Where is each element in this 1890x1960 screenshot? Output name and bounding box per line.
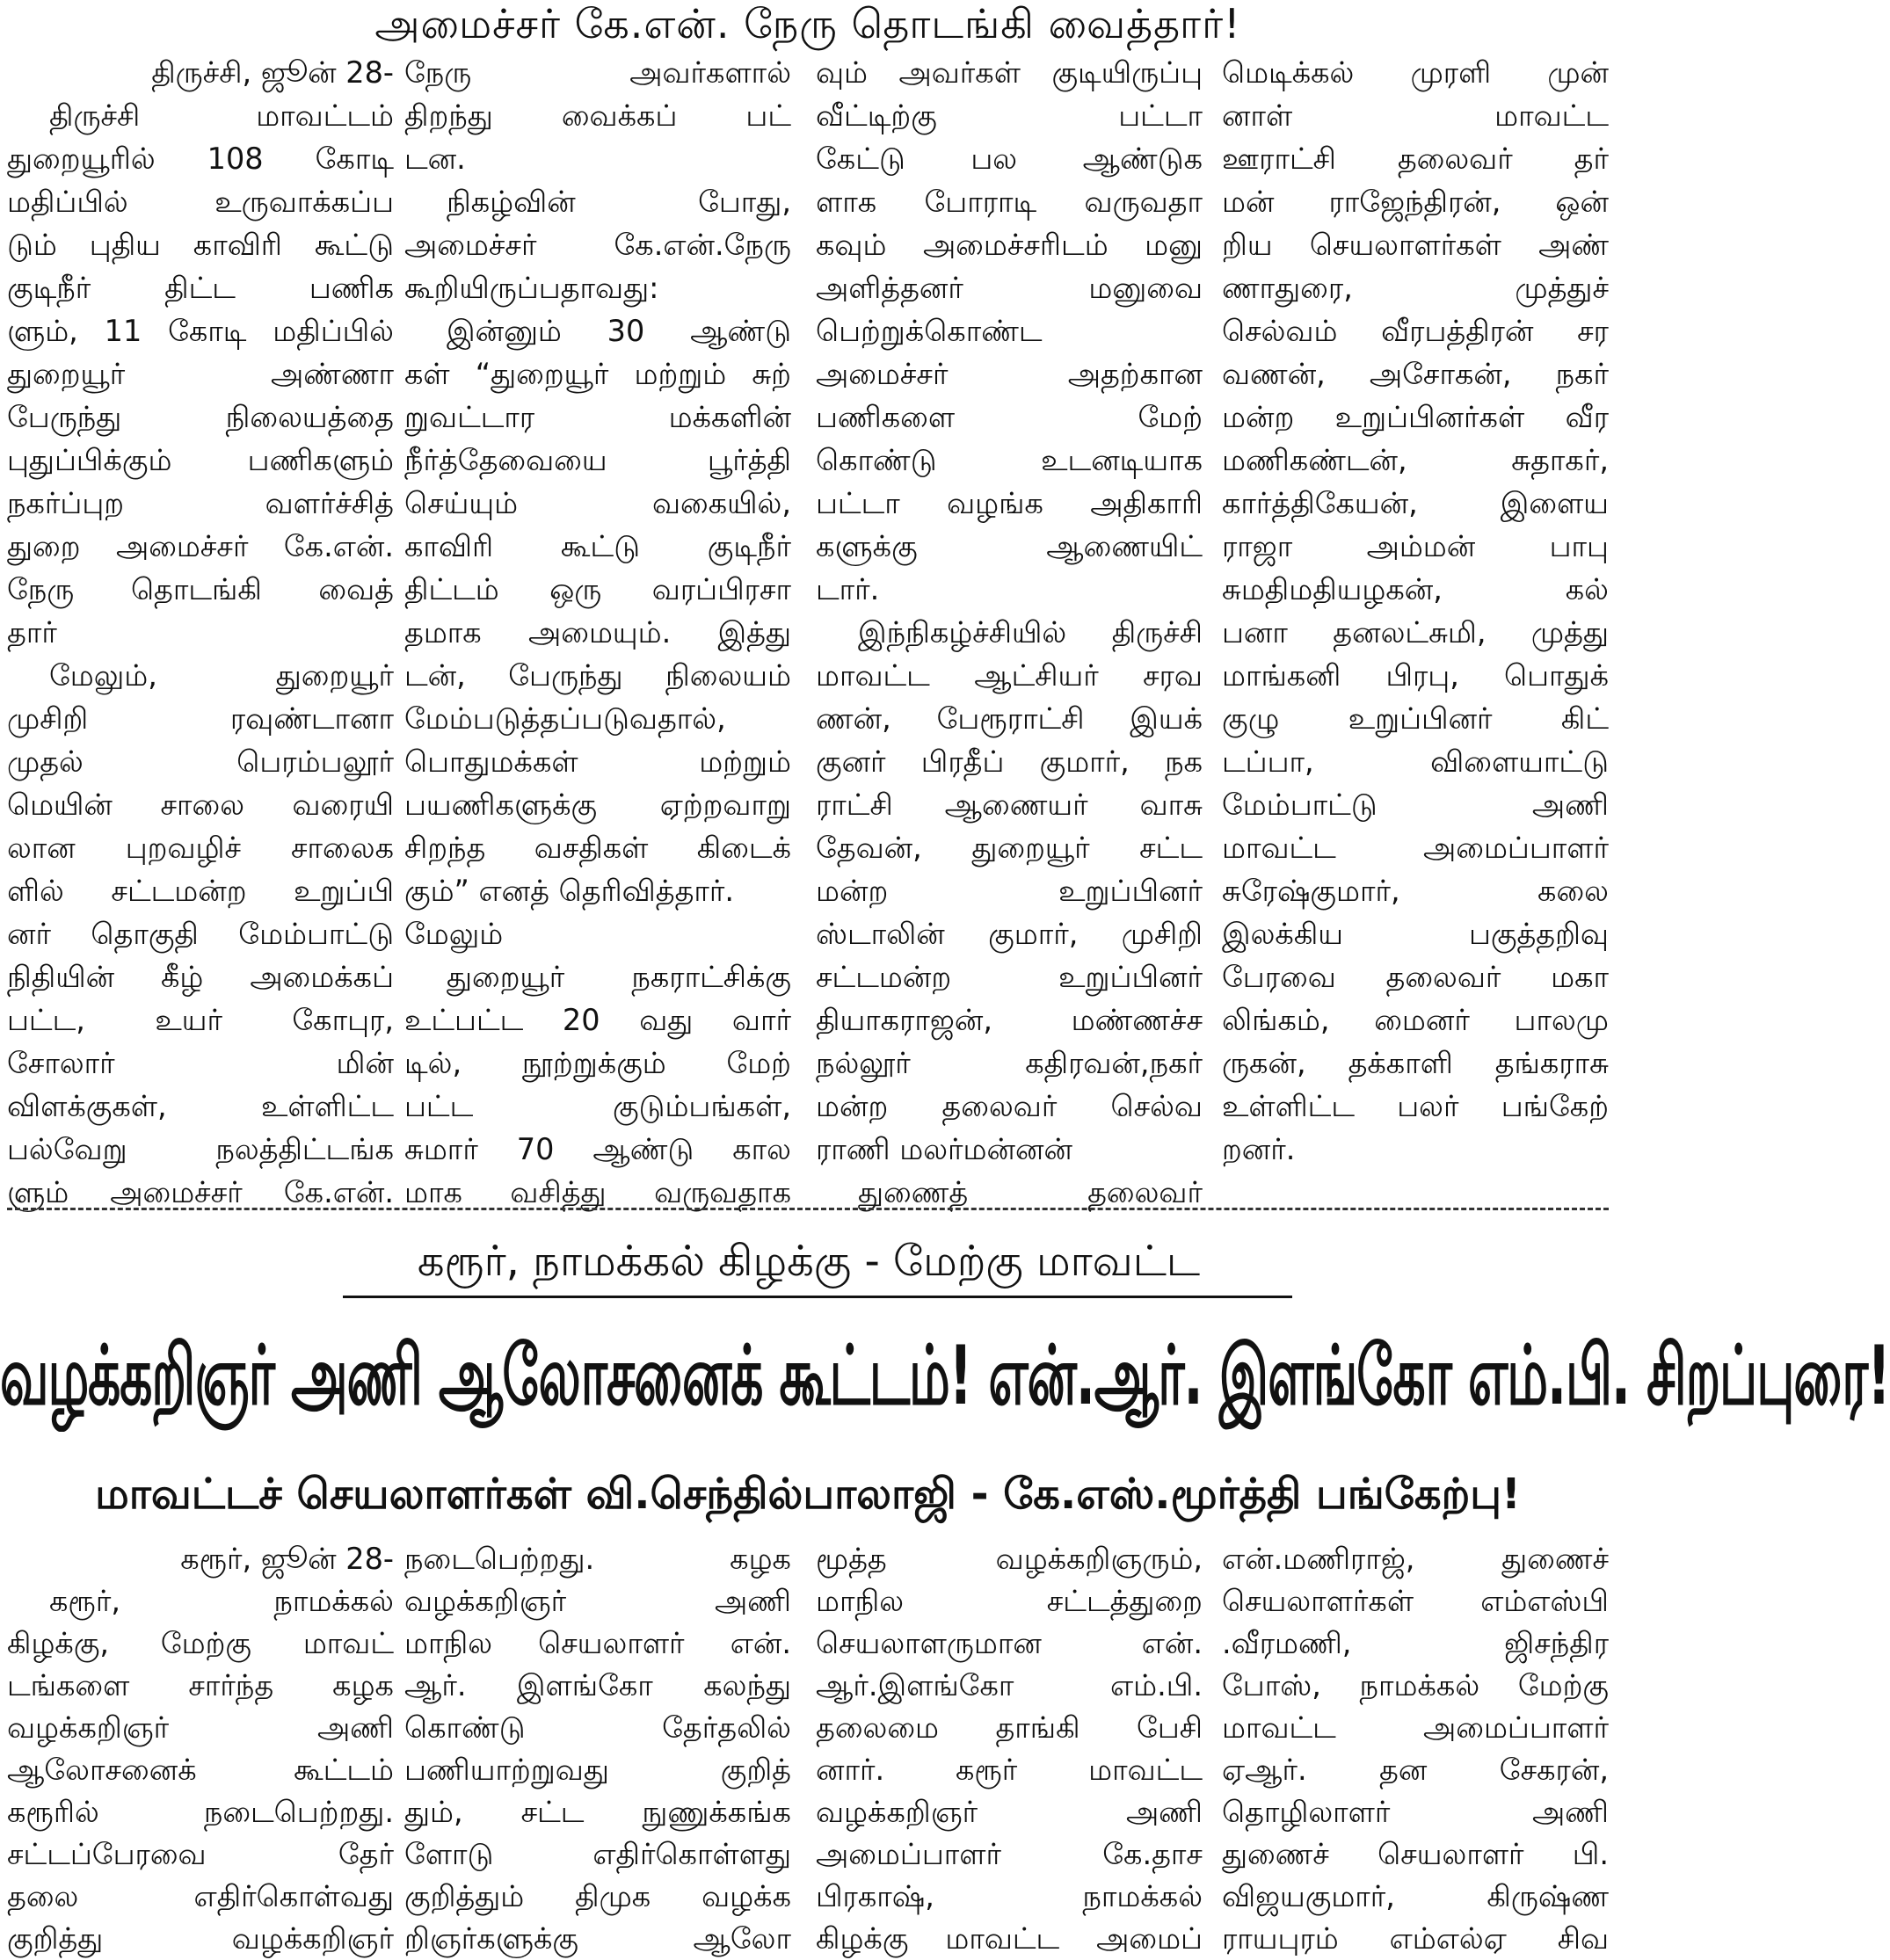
text-line: மன்ற தலைவர் செல்வ	[816, 1089, 1203, 1123]
text-line: ஆலோசனைக் கூட்டம்	[7, 1753, 394, 1787]
text-line: கரூரில் நடைபெற்றது.	[7, 1795, 394, 1829]
text-line: அமைச்சர் கே.என்.நேரு	[404, 228, 791, 262]
text-line: தேவன், துறையூர் சட்ட	[816, 831, 1203, 865]
text-line: டப்பா, விளையாட்டு	[1222, 744, 1609, 779]
text-line: நேரு அவர்களால்	[404, 55, 791, 90]
text-line: பனா தனலட்சுமி, முத்து	[1222, 615, 1609, 650]
text-line: பட்ட, உயர் கோபுர,	[7, 1003, 394, 1037]
text-line: கிழக்கு மாவட்ட அமைப்	[816, 1921, 1203, 1956]
text-line: புதுப்பிக்கும் பணிகளும்	[7, 443, 394, 477]
text-line: னர் தொகுதி மேம்பாட்டு	[7, 917, 394, 951]
article2-column-3	[816, 1538, 1203, 1960]
text-line: இலக்கிய பகுத்தறிவு	[1222, 917, 1609, 951]
text-line: குறித்தும் திமுக வழக்க	[404, 1879, 791, 1913]
text-line: ளும், 11 கோடி மதிப்பில்	[7, 314, 394, 348]
text-line: கார்த்திகேயன், இளைய	[1222, 486, 1609, 520]
text-line: .வீரமணி, ஜிசந்திர	[1222, 1626, 1609, 1660]
text-line: வழக்கறிஞர் அணி	[816, 1795, 1203, 1829]
text-line: மேலும், துறையூர்	[49, 658, 394, 693]
text-line: செயலாளர்கள் எம்எஸ்பி	[1222, 1584, 1609, 1618]
text-line: டில், நூற்றுக்கும் மேற்	[404, 1046, 791, 1080]
text-line: வழக்கறிஞர் அணி	[404, 1584, 791, 1618]
text-line: நீர்த்தேவையை பூர்த்தி	[404, 443, 791, 477]
text-line: பேருந்து நிலையத்தை	[7, 400, 394, 434]
text-line: ருகன், தக்காளி தங்கராசு	[1222, 1046, 1609, 1080]
text-line: திருச்சி மாவட்டம்	[49, 98, 394, 133]
text-line: றிய செயலாளர்கள் அண்	[1222, 228, 1609, 262]
text-line: மாவட்ட அமைப்பாளர்	[1222, 1710, 1609, 1745]
text-line: பல்வேறு நலத்திட்டங்க	[7, 1132, 394, 1166]
text-line: மேலும்	[404, 917, 504, 951]
text-line: டும் புதிய காவிரி கூட்டு	[7, 228, 394, 262]
text-line: ராணி மலர்மன்னன்	[816, 1132, 1072, 1166]
text-line: உட்பட்ட 20 வது வார்	[404, 1003, 791, 1037]
text-line: நகர்ப்புற வளர்ச்சித்	[7, 486, 394, 520]
text-line: தார்	[7, 615, 57, 650]
text-line: னாள் மாவட்ட	[1222, 98, 1609, 133]
text-line: தொழிலாளர் அணி	[1222, 1795, 1609, 1829]
article2-column-4	[1222, 1538, 1609, 1960]
text-line: நல்லூர் கதிரவன்,நகர்	[816, 1046, 1203, 1080]
text-line: குழு உறுப்பினர் கிட்	[1222, 701, 1609, 736]
article2-kicker: கரூர், நாமக்கல் கிழக்கு - மேற்கு மாவட்ட	[417, 1237, 1201, 1286]
text-line: நேரு தொடங்கி வைத்	[7, 572, 394, 606]
text-line: ஊராட்சி தலைவர் தர்	[1222, 142, 1609, 176]
text-line: களுக்கு ஆணையிட்	[816, 529, 1203, 563]
article2-column-2	[404, 1538, 791, 1960]
text-line: றுவட்டார மக்களின்	[404, 400, 791, 434]
text-line: கொண்டு உடனடியாக	[816, 443, 1203, 477]
text-line: இந்நிகழ்ச்சியில் திருச்சி	[858, 615, 1203, 650]
text-line: ராட்சி ஆணையர் வாசு	[816, 788, 1203, 822]
text-line: ளில் சட்டமன்ற உறுப்பி	[7, 874, 394, 908]
text-line: கூறியிருப்பதாவது:	[404, 271, 659, 305]
text-line: டன், பேருந்து நிலையம்	[404, 658, 791, 693]
text-line: மணிகண்டன், சுதாகர்,	[1222, 443, 1609, 477]
text-line: பொதுமக்கள் மற்றும்	[404, 744, 791, 779]
text-line: பயணிகளுக்கு ஏற்றவாறு	[404, 788, 791, 822]
text-line: துறையூரில் 108 கோடி	[7, 142, 394, 176]
text-line: மூத்த வழக்கறிஞரும்,	[816, 1542, 1203, 1576]
text-line: அமைச்சர் அதற்கான	[816, 357, 1203, 391]
text-line: தும், சட்ட நுணுக்கங்க	[404, 1795, 791, 1829]
text-line: சுரேஷ்குமார், கலை	[1222, 874, 1609, 908]
text-line: முசிறி ரவுண்டானா	[7, 701, 394, 736]
text-line: டன.	[404, 142, 466, 176]
text-line: கவும் அமைச்சரிடம் மனு	[816, 228, 1203, 262]
text-line: வும் அவர்கள் குடியிருப்பு	[816, 55, 1203, 90]
text-line: பணியாற்றுவது குறித்	[404, 1753, 791, 1787]
text-line: மெயின் சாலை வரையி	[7, 788, 394, 822]
text-line: இன்னும் 30 ஆண்டு	[447, 314, 791, 348]
text-line: குனர் பிரதீப் குமார், நக	[816, 744, 1203, 779]
article2-headline: வழக்கறிஞர் அணி ஆலோசனைக் கூட்டம்! என்.ஆர். இளங்கோ எம்.பி. சிறப்புரை!	[0, 1327, 1890, 1424]
text-line: றனர்.	[1222, 1132, 1296, 1166]
text-line: பேரவை தலைவர் மகா	[1222, 960, 1609, 994]
text-line: துறையூர் அண்ணா	[7, 357, 394, 391]
text-line: நடைபெற்றது. கழக	[404, 1542, 791, 1576]
text-line: துணைச் செயலாளர் பி.	[1222, 1837, 1609, 1871]
text-line: ராயபுரம் எம்எல்ஏ சிவ	[1222, 1921, 1609, 1956]
text-line: ஆர்.இளங்கோ எம்.பி.	[816, 1668, 1203, 1702]
text-line: பட்ட குடும்பங்கள்,	[404, 1089, 791, 1123]
text-line: செய்யும் வகையில்,	[404, 486, 791, 520]
text-line: ஏஆர். தன சேகரன்,	[1222, 1753, 1609, 1787]
text-line: மன்ற உறுப்பினர்கள் வீர	[1222, 400, 1609, 434]
text-line: அளித்தனர் மனுவை	[816, 271, 1203, 305]
text-line: வணன், அசோகன், நகர்	[1222, 357, 1609, 391]
text-line: ளாக போராடி வருவதா	[816, 185, 1203, 219]
text-line: தமாக அமையும். இத்து	[404, 615, 791, 650]
article1-column-2	[404, 51, 791, 1214]
article1-headline: அமைச்சர் கே.என். நேரு தொடங்கி வைத்தார்!	[374, 0, 1241, 47]
text-line: குடிநீர் திட்ட பணிக	[7, 271, 394, 305]
text-line: துறையூர் நகராட்சிக்கு	[447, 960, 791, 994]
text-line: பட்டா வழங்க அதிகாரி	[816, 486, 1203, 520]
text-line: கரூர், ஜூன் 28-	[180, 1542, 394, 1576]
text-line: மேம்படுத்தப்படுவதால்,	[404, 701, 726, 736]
article1-column-4	[1222, 51, 1609, 1171]
text-line: விஜயகுமார், கிருஷ்ண	[1222, 1879, 1609, 1913]
article1-column-3	[816, 51, 1203, 1214]
text-line: கேட்டு பல ஆண்டுக	[816, 142, 1203, 176]
text-line: என்.மணிராஜ், துணைச்	[1222, 1542, 1609, 1576]
text-line: தலை எதிர்கொள்வது	[7, 1879, 394, 1913]
text-line: தியாகராஜன், மண்ணச்ச	[816, 1003, 1203, 1037]
text-line: காவிரி கூட்டு குடிநீர்	[404, 529, 791, 563]
text-line: கொண்டு தேர்தலில்	[404, 1710, 791, 1745]
text-line: கள் “துறையூர் மற்றும் சுற்	[404, 357, 791, 391]
text-line: ணாதுரை, முத்துச்	[1222, 271, 1609, 305]
section-divider	[7, 1208, 1609, 1210]
text-line: செயலாளருமான என்.	[816, 1626, 1203, 1660]
text-line: மாநில சட்டத்துறை	[816, 1584, 1203, 1618]
text-line: மேம்பாட்டு அணி	[1222, 788, 1609, 822]
text-line: துணைத் தலைவர்	[858, 1175, 1203, 1209]
text-line: துறை அமைச்சர் கே.என்.	[7, 529, 394, 563]
text-line: டங்களை சார்ந்த கழக	[7, 1668, 394, 1702]
text-line: குறித்து வழக்கறிஞர்	[7, 1921, 394, 1956]
text-line: உள்ளிட்ட பலர் பங்கேற்	[1222, 1089, 1609, 1123]
text-line: மன்ற உறுப்பினர்	[816, 874, 1203, 908]
text-line: திறந்து வைக்கப் பட்	[404, 98, 791, 133]
text-line: செல்வம் வீரபத்திரன் சர	[1222, 314, 1609, 348]
text-line: மன் ராஜேந்திரன், ஒன்	[1222, 185, 1609, 219]
text-line: ராஜா அம்மன் பாபு	[1222, 529, 1609, 563]
text-line: கரூர், நாமக்கல்	[49, 1584, 394, 1618]
text-line: தலைமை தாங்கி பேசி	[816, 1710, 1203, 1745]
text-line: ஸ்டாலின் குமார், முசிறி	[816, 917, 1203, 951]
text-line: மாக வசித்து வருவதாக	[404, 1175, 791, 1209]
text-line: மாநில செயலாளர் என்.	[404, 1626, 791, 1660]
text-line: லிங்கம், மைனர் பாலமு	[1222, 1003, 1609, 1037]
article1-column-1	[7, 51, 394, 1214]
text-line: ளும் அமைச்சர் கே.என்.	[7, 1175, 394, 1209]
text-line: ஆர். இளங்கோ கலந்து	[404, 1668, 791, 1702]
text-line: போஸ், நாமக்கல் மேற்கு	[1222, 1668, 1609, 1702]
text-line: திருச்சி, ஜூன் 28-	[151, 55, 394, 90]
text-line: ணன், பேரூராட்சி இயக்	[816, 701, 1203, 736]
text-line: மெடிக்கல் முரளி முன்	[1222, 55, 1609, 90]
text-line: கிழக்கு, மேற்கு மாவட்	[7, 1626, 394, 1660]
text-line: மாவட்ட அமைப்பாளர்	[1222, 831, 1609, 865]
text-line: பிரகாஷ், நாமக்கல்	[816, 1879, 1203, 1913]
text-line: வழக்கறிஞர் அணி	[7, 1710, 394, 1745]
text-line: நிதியின் கீழ் அமைக்கப்	[7, 960, 394, 994]
article2-subheadline: மாவட்டச் செயலாளர்கள் வி.செந்தில்பாலாஜி - கே.எஸ்.மூர்த்தி பங்கேற்பு!	[95, 1470, 1521, 1519]
text-line: அமைப்பாளர் கே.தாச	[816, 1837, 1203, 1871]
text-line: னார். கரூர் மாவட்ட	[816, 1753, 1203, 1787]
text-line: சோலார் மின்	[7, 1046, 394, 1080]
text-line: மாவட்ட ஆட்சியர் சரவ	[816, 658, 1203, 693]
text-line: ளோடு எதிர்கொள்ளது	[404, 1837, 791, 1871]
text-line: றிஞர்களுக்கு ஆலோ	[404, 1921, 791, 1956]
text-line: பணிகளை மேற்	[816, 400, 1203, 434]
text-line: திட்டம் ஒரு வரப்பிரசா	[404, 572, 791, 606]
text-line: சுமதிமதியழகன், கல்	[1222, 572, 1609, 606]
text-line: சட்டப்பேரவை தேர்	[7, 1837, 394, 1871]
text-line: மதிப்பில் உருவாக்கப்ப	[7, 185, 394, 219]
text-line: பெற்றுக்கொண்ட	[816, 314, 1043, 348]
text-line: டார்.	[816, 572, 880, 606]
text-line: வீட்டிற்கு பட்டா	[816, 98, 1203, 133]
text-line: கும்” எனத் தெரிவித்தார்.	[404, 874, 735, 908]
text-line: விளக்குகள், உள்ளிட்ட	[7, 1089, 394, 1123]
text-line: சிறந்த வசதிகள் கிடைக்	[404, 831, 791, 865]
text-line: சட்டமன்ற உறுப்பினர்	[816, 960, 1203, 994]
text-line: நிகழ்வின் போது,	[447, 185, 791, 219]
article2-column-1	[7, 1538, 394, 1960]
text-line: லான புறவழிச் சாலைக	[7, 831, 394, 865]
text-line: சுமார் 70 ஆண்டு கால	[404, 1132, 791, 1166]
text-line: முதல் பெரம்பலூர்	[7, 744, 394, 779]
text-line: மாங்கனி பிரபு, பொதுக்	[1222, 658, 1609, 693]
